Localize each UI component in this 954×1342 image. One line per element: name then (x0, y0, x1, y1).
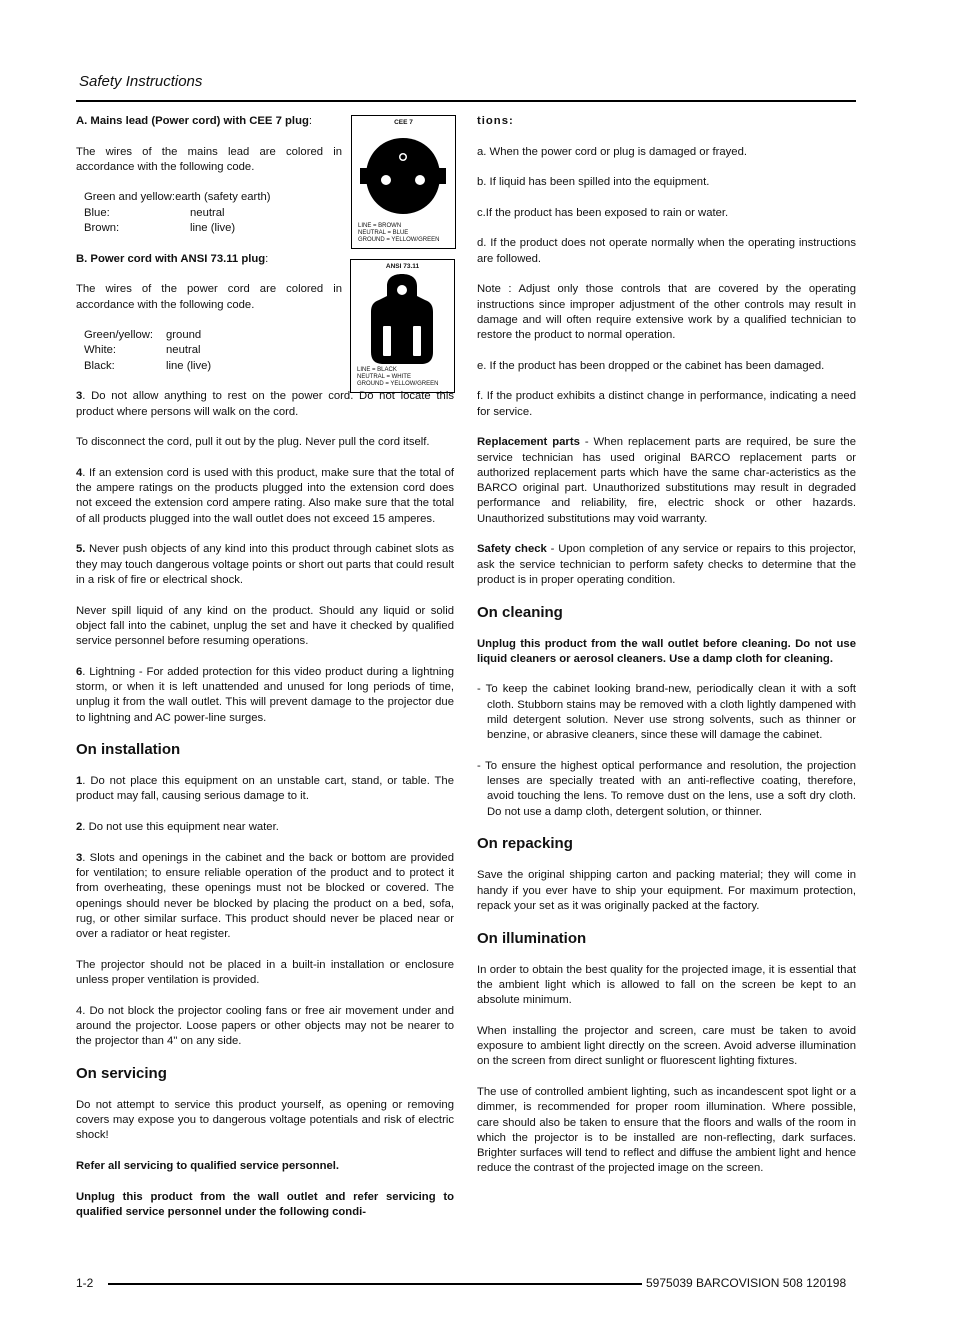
paragraph-4 (76, 466, 454, 527)
section-a-color-codes (84, 190, 454, 236)
installation-4: 4. Do not block the projector cooling fans or free air movement under and around the projector. Loose papers or other objects may not be nearer to the projector than 4" on any side. (76, 1004, 454, 1048)
servicing-note: Note : Adjust only those controls that are covered by the operating instructions since improper adjustment of the other controls may result in damage and will often require extensive work by a qualified technician to restore the product to normal operation. (477, 283, 856, 342)
item-number: 3 (76, 390, 83, 403)
ansi-legend-neutral: NEUTRAL = WHITE (357, 374, 411, 381)
left-column (76, 114, 454, 1235)
section-a-title: A. Mains lead (Power cord) with CEE 7 plug: (76, 115, 313, 127)
servicing-3: Unplug this product from the wall outlet and refer servicing to qualified service personnel under the following condi- (76, 1190, 454, 1218)
servicing-continued: tions: (477, 115, 514, 127)
section-b-text: The wires of the power cord are colored in accordance with the following code. (76, 283, 342, 311)
right-column (477, 114, 856, 1192)
section-b-color-codes (84, 328, 454, 374)
code-row (84, 343, 454, 358)
illumination-2: When installing the projector and screen, care must be taken to avoid exposure to ambient light directly on the screen. Avoid adverse illumination on the screen from direct sunlight or fluorescent lighting fixtures. (477, 1024, 856, 1068)
footer-rule (108, 1283, 642, 1285)
paragraph-5b: Never spill liquid of any kind on the product. Should any liquid or solid object fall into the cabinet, unplug the set and have it checked by qualified service personnel before resuming operations. (76, 604, 454, 648)
code-key: Black: (84, 359, 115, 372)
replacement-parts-title: Replacement parts (477, 436, 580, 449)
code-value: line (live) (166, 359, 212, 372)
item-number: 5. (76, 543, 86, 556)
code-row (84, 206, 454, 221)
ansi-legend-ground: GROUND = YELLOW/GREEN (357, 381, 439, 388)
code-key: Blue: (84, 206, 110, 219)
heading-servicing: On servicing (76, 1064, 167, 1082)
section-a-text: The wires of the mains lead are colored in accordance with the following code. (76, 145, 342, 173)
code-value: ground (166, 329, 202, 342)
code-key: Green and yellow: (84, 191, 176, 204)
paragraph-text: . Lightning - For added protection for this video product during a lightning storm, or when it is left unattended and unused for long periods of time, unplug it from the wall outlet. This will prevent damage to the projector due to lightning and AC power-line surges. (76, 665, 454, 724)
condition-a: a. When the power cord or plug is damaged or frayed. (477, 145, 748, 158)
ansi-legend-line: LINE = BLACK (357, 367, 397, 373)
section-b-title: B. Power cord with ANSI 73.11 plug: (76, 252, 269, 265)
installation-3b: The projector should not be placed in a built-in installation or enclosure unless proper ventilation is provided. (76, 958, 454, 987)
code-row (84, 328, 454, 343)
code-key: Brown: (84, 222, 120, 235)
condition-f: f. If the product exhibits a distinct change in performance, indicating a need for service. (477, 390, 856, 418)
paragraph-text: . Do not use this equipment near water. (82, 821, 279, 834)
illumination-3: The use of controlled ambient lighting, such as incandescent spot light or a dimmer, is recommended for proper room illumination. Where possible, care should also be taken to ensure that the floors and walls of the room in which the projector is to be installed are non-reflecting, dark surfaces. Brighter surfaces will tend to reflect and diffuse the ambient light and hence reduce the contrast of the projected image on the screen. (477, 1085, 856, 1175)
heading-cleaning: On cleaning (477, 603, 563, 621)
code-value: neutral (166, 344, 201, 357)
servicing-1: Do not attempt to service this product yourself, as opening or removing covers may expose you to dangerous voltage potentials and risk of electric shock! (76, 1098, 454, 1142)
installation-2 (76, 820, 454, 835)
paragraph-text: . Do not allow anything to rest on the power cord. Do not locate this product where persons will walk on the cord. (76, 390, 454, 418)
paragraph-text: . If an extension cord is used with this product, make sure that the total of the ampere ratings on the products plugged into the extension cord does not exceed the extension cord ampere rating. Also make sure that the total of all products plugged into the wall outlet does not exceed 15 amperes. (76, 466, 454, 525)
paragraph-text: . Do not place this equipment on an unstable cart, stand, or table. The product may fall, causing serious damage to it. (76, 775, 454, 803)
cee7-label: CEE 7 (394, 119, 413, 126)
paragraph-text: . Slots and openings in the cabinet and the back or bottom are provided for ventilation; to ensure reliable operation of the product and to protect it from overheating, these openings must not be blocked or covered. The openings should never be blocked by placing the product on a bed, sofa, rug, or other similar surface. This product should never be placed near or over a radiator or heat register. (76, 851, 454, 941)
installation-3 (76, 851, 454, 943)
safety-check (477, 542, 856, 588)
repacking-text: Save the original shipping carton and packing material; they will come in handy if you ever have to ship your equipment. For maximum protection, repack your set as it was originally packed at the factory. (477, 869, 856, 912)
code-key: Green/yellow: (84, 329, 154, 342)
paragraph-5 (76, 542, 454, 588)
cee7-legend-line: LINE = BROWN (358, 223, 402, 229)
cee7-legend-neutral: NEUTRAL = BLUE (358, 230, 409, 237)
item-number: 1 (76, 775, 83, 788)
page-number: 1-2 (76, 1276, 94, 1290)
header-rule (76, 100, 856, 102)
section-b-title-text: B. Power cord with ANSI 73.11 plug (76, 252, 266, 265)
safety-check-title: Safety check (477, 543, 547, 556)
replacement-parts (477, 435, 856, 527)
code-value: line (live) (190, 222, 236, 235)
paragraph-text: - Upon completion of any service or repairs to this projector, ask the service technician to perform safety checks to determine that the product is in proper operating condition. (477, 543, 857, 586)
code-value: earth (safety earth) (175, 191, 271, 204)
page-header-title: Safety Instructions (79, 73, 203, 90)
paragraph-3 (76, 389, 454, 420)
code-key: White: (84, 344, 117, 357)
illumination-1: In order to obtain the best quality for the projected image, it is essential that the ambient light which is allowed to fall on the screen be kept to an absolute minimum. (477, 963, 856, 1007)
condition-e: e. If the product has been dropped or the cabinet has been damaged. (477, 359, 825, 372)
item-number: 4 (76, 466, 83, 479)
item-number: 3 (76, 851, 83, 864)
paragraph-3b: To disconnect the cord, pull it out by the plug. Never pull the cord itself. (76, 436, 430, 449)
servicing-2: Refer all servicing to qualified service personnel. (76, 1160, 340, 1172)
code-row (84, 190, 454, 205)
paragraph-text: Never push objects of any kind into this product through cabinet slots as they may touch dangerous voltage points or short out parts that could result in a risk of fire or electrical shock. (76, 543, 454, 586)
heading-installation: On installation (76, 741, 181, 759)
cleaning-warning: Unplug this product from the wall outlet before cleaning. Do not use liquid cleaners or aerosol cleaners. Use a damp cloth for cleaning. (477, 637, 856, 665)
installation-1 (76, 774, 454, 805)
cleaning-item-2: - To ensure the highest optical performance and resolution, the projection lenses are specially treated with an anti-reflective coating, therefore, avoid touching the lens. To remove dust on the lens, use a soft dry cloth. Do not use a damp cloth, detergent solution, or thinner. (477, 759, 856, 818)
paragraph-text: - When replacement parts are required, be sure the service technician has used original BARCO replacement parts or authorized replacement parts which have the same char-acteristics as the BARCO original part. Unauthorized substitutions may result in degraded performance and reliability, fire, electric shock or other hazards. Unauthorized substitutions may void warranty. (477, 436, 856, 525)
condition-d: d. If the product does not operate normally when the operating instructions are followed. (477, 237, 856, 265)
condition-c: c.If the product has been exposed to rain or water. (477, 206, 729, 219)
code-row (84, 221, 454, 236)
ansi-label: ANSI 73.11 (385, 263, 420, 270)
cee7-legend-ground: GROUND = YELLOW/GREEN (358, 237, 440, 244)
paragraph-6 (76, 665, 454, 726)
heading-illumination: On illumination (477, 929, 587, 947)
code-row (84, 359, 454, 374)
section-a-title-text: A. Mains lead (Power cord) with CEE 7 plug (76, 115, 309, 127)
document-reference: 5975039 BARCOVISION 508 120198 (646, 1276, 847, 1290)
heading-repacking: On repacking (477, 835, 573, 853)
item-number: 6 (76, 665, 83, 678)
condition-b: b. If liquid has been spilled into the equipment. (477, 176, 710, 189)
item-number: 2 (76, 821, 83, 834)
cleaning-item-1: - To keep the cabinet looking brand-new, periodically clean it with a soft cloth. Stubborn stains may be removed with a cloth lightly dampened with mild detergent solution. Never use strong solvents, such as thinner or benzine, or abrasive cleaners, since these will damage the cabinet. (477, 683, 856, 742)
code-value: neutral (190, 206, 225, 219)
